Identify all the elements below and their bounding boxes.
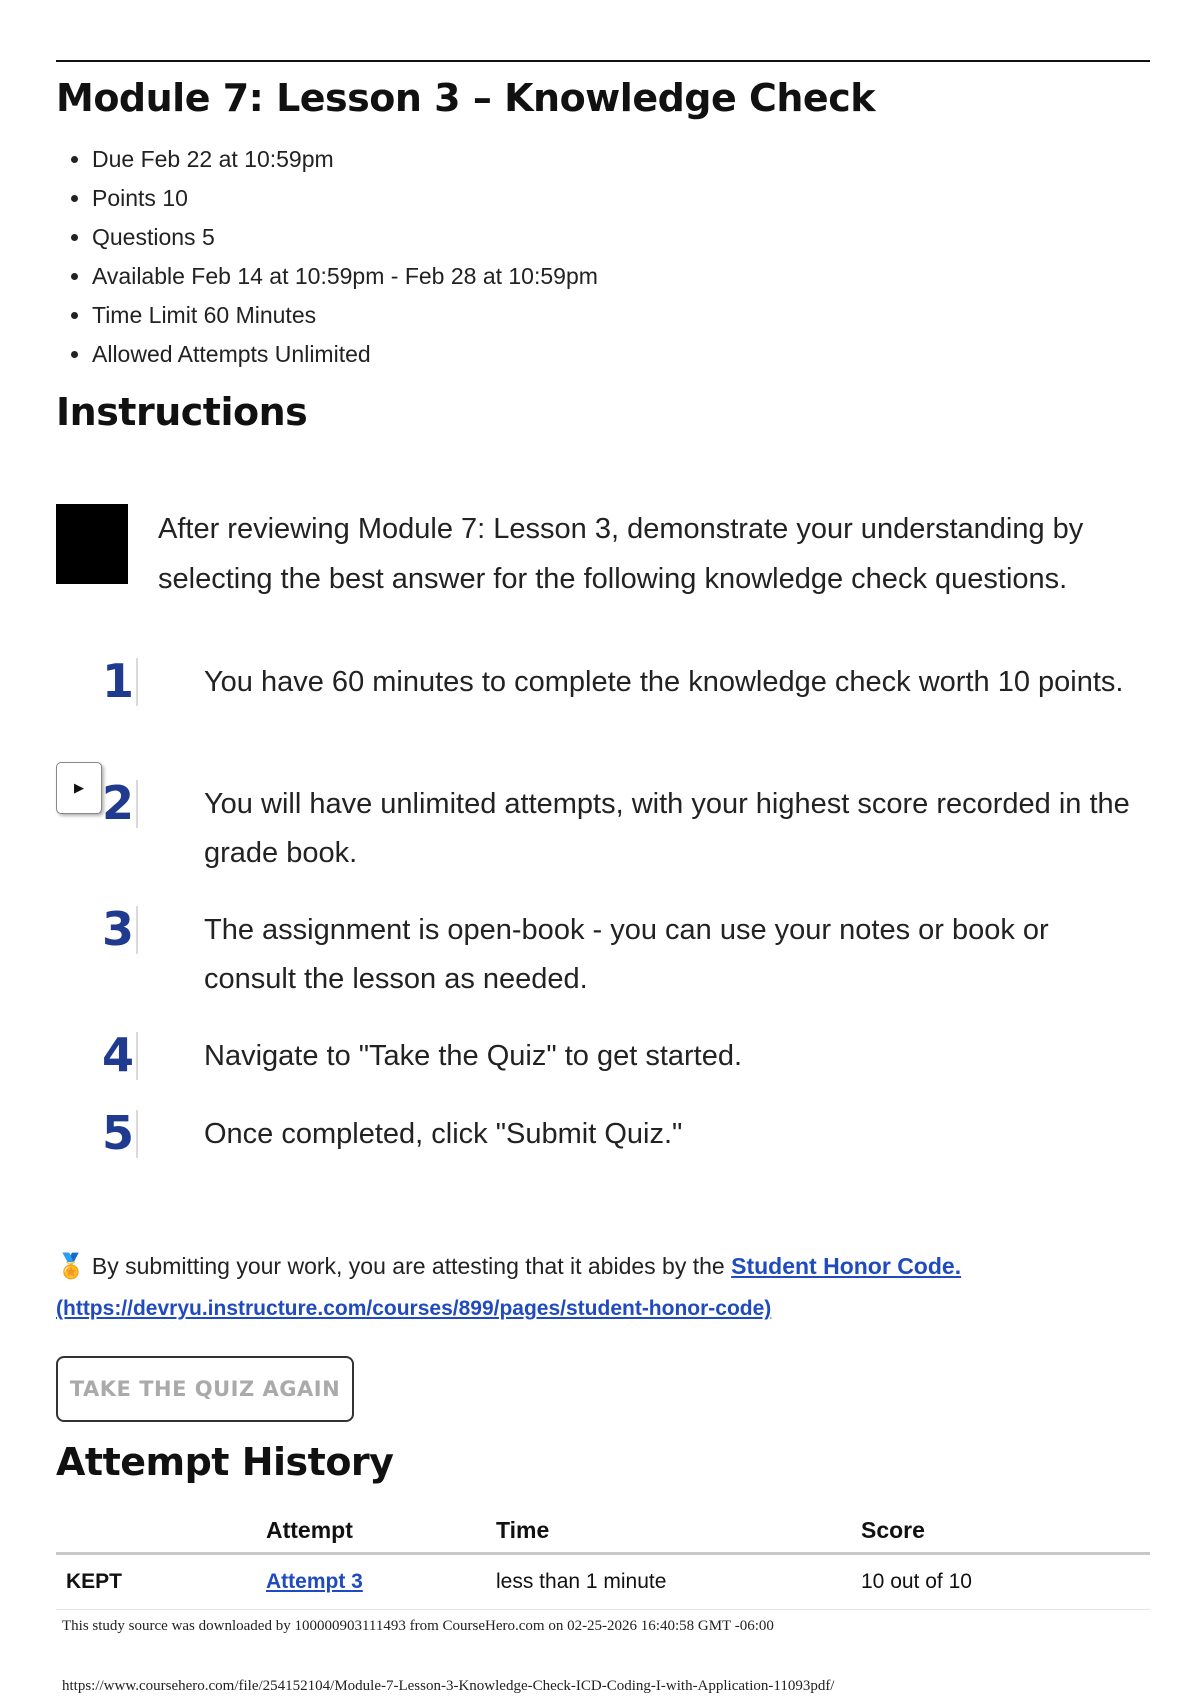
detail-available: • Available Feb 14 at 10:59pm - Feb 28 at 10:59pm: [92, 257, 598, 296]
detail-time-limit: • Time Limit 60 Minutes: [92, 296, 598, 335]
step-text: You have 60 minutes to complete the knowledge check worth 10 points.: [204, 666, 1124, 698]
quiz-details-list: [56, 140, 598, 374]
attempt-status: KEPT: [56, 1554, 256, 1610]
play-triangle-icon: ▶: [74, 780, 84, 795]
honor-code-url-link[interactable]: (https://devryu.instructure.com/courses/899/pages/student-honor-code): [56, 1297, 772, 1320]
instructions-heading: Instructions: [56, 390, 308, 434]
attempt-time: less than 1 minute: [486, 1554, 851, 1610]
page-title: Module 7: Lesson 3 – Knowledge Check: [56, 76, 876, 120]
attempt-history-heading: Attempt History: [56, 1440, 394, 1484]
step-divider: [136, 1032, 138, 1080]
download-note: This study source was downloaded by 100000903111493 from CourseHero.com on 02-25-2026 16:40:58 GMT -06:00: [62, 1618, 774, 1634]
step-text: Once completed, click "Submit Quiz.": [204, 1118, 683, 1150]
step-divider: [136, 906, 138, 954]
step-number: 5: [101, 1106, 134, 1160]
attempt-history-table: [56, 1508, 1150, 1610]
step-divider: [136, 780, 138, 828]
top-divider: [56, 60, 1150, 62]
detail-due: • Due Feb 22 at 10:59pm: [92, 140, 598, 179]
step-divider: [136, 658, 138, 706]
step-number: 4: [101, 1028, 134, 1082]
detail-allowed-attempts: • Allowed Attempts Unlimited: [92, 335, 598, 374]
column-header-time: Time: [486, 1508, 851, 1554]
detail-points: • Points 10: [92, 179, 598, 218]
honor-code-notice: [56, 1246, 1150, 1329]
table-row: [56, 1554, 1150, 1610]
column-header-attempt: Attempt: [256, 1508, 486, 1554]
attempt-score: 10 out of 10: [851, 1554, 1150, 1610]
step-text: Navigate to "Take the Quiz" to get started.: [204, 1040, 743, 1072]
student-honor-code-link[interactable]: Student Honor Code.: [731, 1253, 962, 1279]
expand-button[interactable]: [56, 762, 102, 814]
source-url: https://www.coursehero.com/file/254152104/Module-7-Lesson-3-Knowledge-Check-ICD-Coding-I-with-Application-11093pdf/: [62, 1678, 835, 1694]
step-text: You will have unlimited attempts, with your highest score recorded in the grade book.: [204, 788, 1130, 869]
detail-questions: • Questions 5: [92, 218, 598, 257]
column-header-status: [56, 1508, 256, 1554]
ribbon-award-icon: 🏅: [56, 1253, 86, 1280]
table-header-row: [56, 1508, 1150, 1554]
step-divider: [136, 1110, 138, 1158]
take-quiz-again-button[interactable]: TAKE THE QUIZ AGAIN: [56, 1356, 354, 1422]
attempt-link[interactable]: Attempt 3: [266, 1570, 363, 1593]
honor-code-text: By submitting your work, you are attesting that it abides by the: [91, 1253, 732, 1279]
step-number: 3: [101, 902, 134, 956]
column-header-score: Score: [851, 1508, 1150, 1554]
step-number: 1: [101, 654, 134, 708]
redacted-image: [56, 504, 128, 584]
step-text: The assignment is open-book - you can use your notes or book or consult the lesson as needed.: [204, 914, 1049, 995]
step-number: 2: [101, 776, 134, 830]
attempt-cell: [256, 1554, 486, 1610]
instructions-intro: After reviewing Module 7: Lesson 3, demonstrate your understanding by selecting the best answer for the following knowledge check questions.: [158, 513, 1084, 595]
